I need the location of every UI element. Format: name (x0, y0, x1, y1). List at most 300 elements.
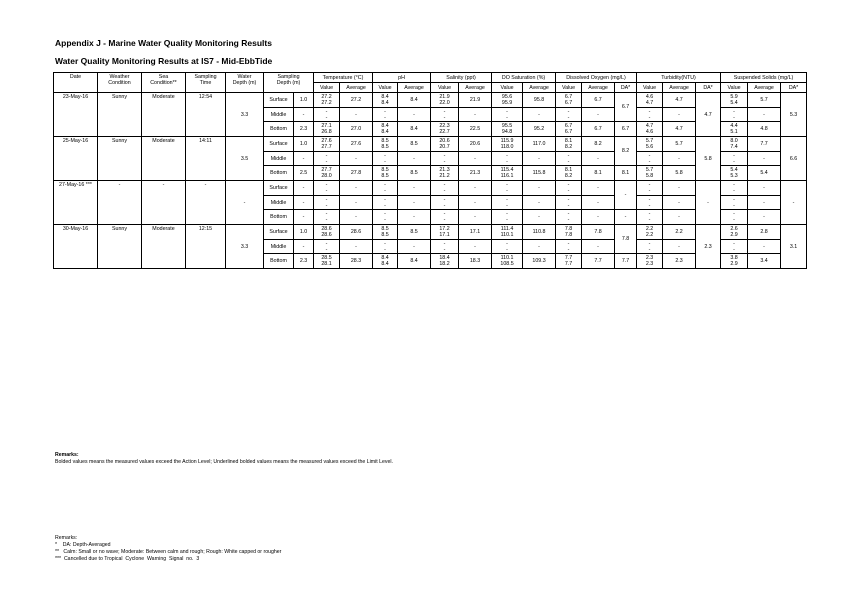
header-suspended-solids: Suspended Solids (mg/L) (721, 73, 807, 83)
dissolved-oxygen-average: - (582, 196, 615, 210)
dissolved-oxygen-value-reading: 8.1 (564, 138, 573, 144)
sampling-depth-cell: 1.0 (294, 93, 314, 108)
do-saturation-average: - (523, 181, 556, 196)
do-saturation-value (492, 93, 523, 108)
do-saturation-average: - (523, 240, 556, 254)
dissolved-oxygen-da: 7.8 (615, 225, 637, 254)
subheader-average: Average (523, 83, 556, 93)
dissolved-oxygen-value (556, 166, 582, 181)
temperature-value-reading: - (325, 158, 328, 165)
temperature-value-reading: 27.7 (321, 167, 332, 173)
ph-value-reading: 8.5 (381, 138, 389, 144)
dissolved-oxygen-average: - (582, 181, 615, 196)
temperature-average: 28.3 (340, 254, 373, 269)
ph-value-reading: - (384, 211, 386, 217)
salinity-value (431, 108, 459, 122)
turbidity-da: - (696, 181, 721, 225)
turbidity-average: - (663, 181, 696, 196)
turbidity-da: 4.7 (696, 93, 721, 137)
do-saturation-value (492, 137, 523, 152)
do-saturation-value-reading: - (506, 196, 508, 203)
ph-value-reading: 8.4 (381, 123, 389, 129)
temperature-value (314, 122, 340, 137)
temperature-value-reading: 27.6 (321, 138, 332, 144)
do-saturation-value (492, 254, 523, 269)
header-ph: pH (373, 73, 431, 83)
sampling-time-cell: 12:15 (186, 225, 226, 269)
turbidity-value (637, 93, 663, 108)
temperature-value-reading: 28.1 (321, 261, 332, 267)
suspended-solids-value-reading: - (733, 182, 735, 188)
salinity-value-reading: - (443, 196, 446, 203)
temperature-value (314, 137, 340, 152)
do-saturation-value-reading: 108.5 (500, 261, 514, 267)
footnote-da: * DA: Depth-Averaged (55, 542, 111, 548)
suspended-solids-value (721, 93, 748, 108)
dissolved-oxygen-value (556, 93, 582, 108)
salinity-average: - (459, 181, 492, 196)
temperature-value-reading: - (325, 202, 328, 209)
do-saturation-value (492, 108, 523, 122)
remarks-heading: Remarks: (55, 535, 78, 541)
temperature-value-reading: 28.6 (321, 226, 332, 232)
header-salinity: Salinity (ppt) (431, 73, 492, 83)
remarks-heading: Remarks: (55, 452, 79, 458)
do-saturation-value-reading: - (506, 114, 508, 121)
suspended-solids-value-reading: - (733, 240, 735, 247)
ph-value-reading: 8.4 (381, 255, 389, 261)
temperature-average: 28.6 (340, 225, 373, 240)
subheader-value: Value (373, 83, 398, 93)
weather-cell: Sunny (98, 137, 142, 181)
ph-average: - (398, 108, 431, 122)
dissolved-oxygen-average: 6.7 (582, 93, 615, 108)
salinity-average: 21.9 (459, 93, 492, 108)
do-saturation-average: - (523, 152, 556, 166)
date-cell: 27-May-16 *** (54, 181, 98, 225)
dissolved-oxygen-value-reading: - (567, 158, 570, 165)
water-depth-cell: 3.5 (226, 137, 264, 181)
turbidity-value-reading: - (648, 158, 651, 165)
ph-value (373, 137, 398, 152)
header-date: Date (54, 73, 98, 93)
turbidity-value-reading: 2.3 (645, 255, 654, 261)
suspended-solids-value (721, 225, 748, 240)
temperature-value-reading: - (325, 246, 328, 253)
salinity-value-reading: - (443, 202, 446, 209)
ph-average: 8.5 (398, 225, 431, 240)
turbidity-value (637, 225, 663, 240)
dissolved-oxygen-da: 8.2 (615, 137, 637, 166)
temperature-value-reading: - (325, 217, 328, 223)
date-cell: 23-May-16 (54, 93, 98, 137)
temperature-value-reading: 27.1 (321, 123, 332, 129)
do-saturation-value (492, 196, 523, 210)
turbidity-average: - (663, 196, 696, 210)
do-saturation-value (492, 181, 523, 196)
dissolved-oxygen-value (556, 196, 582, 210)
dissolved-oxygen-value (556, 225, 582, 240)
salinity-value (431, 166, 459, 181)
table-row (54, 93, 807, 108)
ph-value-reading: 8.4 (381, 94, 389, 100)
salinity-value-reading: 21.9 (439, 94, 450, 100)
suspended-solids-value-reading: 3.8 (730, 255, 738, 261)
do-saturation-value-reading: 110.1 (500, 255, 514, 261)
do-saturation-value-reading: - (506, 182, 508, 188)
do-saturation-value-reading: 115.4 (500, 167, 514, 173)
header-temperature: Temperature (°C) (314, 73, 373, 83)
dissolved-oxygen-value-reading: 8.2 (564, 173, 573, 179)
suspended-solids-average: - (748, 108, 781, 122)
turbidity-average: 2.3 (663, 254, 696, 269)
ph-value-reading: 8.4 (381, 261, 389, 267)
dissolved-oxygen-value-reading: - (567, 182, 570, 188)
ph-value-reading: - (384, 202, 386, 209)
salinity-value (431, 225, 459, 240)
sampling-level-cell: Surface (264, 93, 294, 108)
subheader-value: Value (492, 83, 523, 93)
salinity-value-reading: 22.3 (439, 123, 450, 129)
turbidity-value-reading: 5.6 (645, 144, 654, 150)
do-saturation-value-reading: - (506, 240, 508, 247)
dissolved-oxygen-value-reading: 8.1 (564, 167, 573, 173)
suspended-solids-average: - (748, 181, 781, 196)
ph-average: - (398, 240, 431, 254)
ph-average: - (398, 181, 431, 196)
turbidity-value (637, 122, 663, 137)
suspended-solids-average: 5.7 (748, 93, 781, 108)
suspended-solids-value-reading: - (733, 188, 735, 194)
salinity-value (431, 181, 459, 196)
turbidity-average: 5.7 (663, 137, 696, 152)
do-saturation-value-reading: 95.6 (501, 94, 513, 100)
do-saturation-average: - (523, 196, 556, 210)
sea-condition-cell: Moderate (142, 225, 186, 269)
dissolved-oxygen-value-reading: - (567, 114, 570, 121)
subheader-value: Value (721, 83, 748, 93)
ph-value-reading: 8.5 (381, 226, 389, 232)
ph-average: 8.4 (398, 254, 431, 269)
dissolved-oxygen-average: 8.1 (582, 166, 615, 181)
sampling-level-cell: Bottom (264, 254, 294, 269)
do-saturation-average: 110.8 (523, 225, 556, 240)
do-saturation-value (492, 152, 523, 166)
sampling-level-cell: Bottom (264, 166, 294, 181)
suspended-solids-value (721, 196, 748, 210)
dissolved-oxygen-value-reading: 6.7 (564, 100, 573, 106)
turbidity-average: 4.7 (663, 122, 696, 137)
temperature-average: - (340, 196, 373, 210)
appendix-title: Appendix J - Marine Water Quality Monitoring Results (55, 38, 272, 48)
do-saturation-value-reading: 111.4 (500, 226, 514, 232)
do-saturation-value (492, 210, 523, 225)
dissolved-oxygen-value (556, 210, 582, 225)
subheader-average: Average (459, 83, 492, 93)
turbidity-value-reading: 4.6 (645, 94, 654, 100)
header-turbidity: Turbidity(NTU) (637, 73, 721, 83)
dissolved-oxygen-value-reading: - (567, 152, 570, 159)
header-sea: Sea Condition** (142, 73, 186, 93)
ph-value (373, 225, 398, 240)
do-saturation-value (492, 166, 523, 181)
dissolved-oxygen-value-reading: - (567, 246, 570, 253)
ph-value-reading: - (384, 108, 386, 115)
turbidity-value-reading: 5.8 (645, 173, 654, 179)
turbidity-value (637, 166, 663, 181)
dissolved-oxygen-average: 7.7 (582, 254, 615, 269)
turbidity-average: - (663, 152, 696, 166)
do-saturation-average: 117.0 (523, 137, 556, 152)
sampling-depth-cell: - (294, 181, 314, 196)
do-saturation-value-reading: - (506, 188, 508, 194)
temperature-average: - (340, 181, 373, 196)
ph-value-reading: 8.5 (381, 232, 389, 238)
dissolved-oxygen-value-reading: 6.7 (564, 123, 573, 129)
suspended-solids-value-reading: 2.9 (730, 232, 738, 238)
temperature-value-reading: - (325, 182, 328, 188)
dissolved-oxygen-value (556, 137, 582, 152)
subheader-average: Average (340, 83, 373, 93)
sampling-depth-cell: 1.0 (294, 225, 314, 240)
turbidity-value-reading: - (648, 217, 651, 223)
turbidity-value (637, 137, 663, 152)
temperature-average: 27.2 (340, 93, 373, 108)
suspended-solids-value (721, 166, 748, 181)
temperature-value (314, 166, 340, 181)
ph-value-reading: 8.5 (381, 167, 389, 173)
turbidity-average: - (663, 108, 696, 122)
turbidity-average: - (663, 210, 696, 225)
suspended-solids-average: - (748, 152, 781, 166)
salinity-value (431, 93, 459, 108)
turbidity-value (637, 152, 663, 166)
ph-average: 8.4 (398, 93, 431, 108)
turbidity-value-reading: 2.2 (645, 226, 654, 232)
dissolved-oxygen-value (556, 122, 582, 137)
turbidity-value-reading: - (648, 152, 651, 159)
date-cell: 25-May-16 (54, 137, 98, 181)
date-cell: 30-May-16 (54, 225, 98, 269)
do-saturation-value-reading: 94.8 (501, 129, 513, 135)
salinity-average: - (459, 240, 492, 254)
suspended-solids-value-reading: - (733, 211, 735, 217)
temperature-value-reading: - (325, 188, 328, 194)
do-saturation-value-reading: 115.9 (500, 138, 514, 144)
ph-value (373, 254, 398, 269)
salinity-value-reading: - (443, 182, 446, 188)
temperature-average: - (340, 210, 373, 225)
turbidity-da: 5.8 (696, 137, 721, 181)
temperature-value-reading: 28.5 (321, 255, 332, 261)
suspended-solids-value-reading: 5.1 (730, 129, 738, 135)
sampling-depth-cell: - (294, 108, 314, 122)
table-row (54, 181, 807, 196)
ph-average: - (398, 210, 431, 225)
do-saturation-average: 95.8 (523, 93, 556, 108)
suspended-solids-value-reading: - (733, 246, 735, 253)
dissolved-oxygen-value-reading: 6.7 (564, 129, 573, 135)
temperature-value (314, 196, 340, 210)
turbidity-value (637, 181, 663, 196)
salinity-value-reading: 17.1 (439, 232, 450, 238)
dissolved-oxygen-value-reading: - (567, 240, 570, 247)
salinity-value (431, 196, 459, 210)
turbidity-value-reading: - (648, 246, 651, 253)
dissolved-oxygen-value-reading: 7.8 (564, 226, 573, 232)
dissolved-oxygen-value (556, 254, 582, 269)
dissolved-oxygen-value-reading: 7.7 (564, 261, 573, 267)
table-row (54, 225, 807, 240)
do-saturation-value-reading: 110.1 (500, 232, 514, 238)
temperature-value-reading: - (325, 114, 328, 121)
turbidity-average: 4.7 (663, 93, 696, 108)
dissolved-oxygen-da: - (615, 210, 637, 225)
turbidity-value-reading: - (648, 188, 651, 194)
subheader-da: DA* (696, 83, 721, 93)
sampling-level-cell: Bottom (264, 210, 294, 225)
suspended-solids-value (721, 122, 748, 137)
suspended-solids-value (721, 181, 748, 196)
do-saturation-value-reading: 95.9 (501, 100, 513, 106)
subheader-average: Average (582, 83, 615, 93)
subheader-value: Value (637, 83, 663, 93)
subheader-value: Value (314, 83, 340, 93)
salinity-average: 22.5 (459, 122, 492, 137)
ph-value-reading: - (384, 240, 386, 247)
suspended-solids-value-reading: 5.3 (730, 173, 738, 179)
salinity-average: - (459, 196, 492, 210)
suspended-solids-average: - (748, 210, 781, 225)
suspended-solids-value-reading: 7.4 (730, 144, 738, 150)
sea-condition-cell: Moderate (142, 93, 186, 137)
dissolved-oxygen-value (556, 152, 582, 166)
temperature-value-reading: 27.7 (321, 144, 332, 150)
suspended-solids-value-reading: - (733, 108, 735, 115)
ph-value (373, 210, 398, 225)
remarks-text: Bolded values means the measured values exceed the Action Level; Underlined bolded values means the measured values exceed the Limit Level. (55, 459, 393, 465)
dissolved-oxygen-value-reading: - (567, 108, 570, 115)
suspended-solids-value (721, 254, 748, 269)
footnote-cancelled: *** Cancelled due to Tropical Cyclone Warning Signal no. 3 (55, 556, 200, 562)
turbidity-value (637, 210, 663, 225)
salinity-average: 17.1 (459, 225, 492, 240)
dissolved-oxygen-average: 8.2 (582, 137, 615, 152)
temperature-value (314, 240, 340, 254)
ph-value-reading: - (384, 158, 386, 165)
turbidity-value-reading: - (648, 202, 651, 209)
suspended-solids-value-reading: 4.4 (730, 123, 738, 129)
turbidity-da: 2.3 (696, 225, 721, 269)
ph-value (373, 181, 398, 196)
header-water-depth: Water Depth (m) (226, 73, 264, 93)
ph-value (373, 196, 398, 210)
subheader-value: Value (556, 83, 582, 93)
ph-average: 8.4 (398, 122, 431, 137)
salinity-value (431, 137, 459, 152)
turbidity-value (637, 196, 663, 210)
suspended-solids-value (721, 137, 748, 152)
temperature-value-reading: 28.6 (321, 232, 332, 238)
salinity-value (431, 240, 459, 254)
salinity-value (431, 122, 459, 137)
ph-average: - (398, 152, 431, 166)
header-weather: Weather Condition (98, 73, 142, 93)
dissolved-oxygen-value-reading: 7.8 (564, 232, 573, 238)
salinity-value-reading: 22.0 (439, 100, 450, 106)
table-body (54, 93, 807, 269)
temperature-value (314, 254, 340, 269)
subheader-value: Value (431, 83, 459, 93)
ph-value-reading: - (384, 217, 386, 223)
salinity-value-reading: - (443, 158, 446, 165)
weather-cell: - (98, 181, 142, 225)
subheader-average: Average (398, 83, 431, 93)
remarks-action-level (55, 452, 393, 466)
suspended-solids-value (721, 108, 748, 122)
dissolved-oxygen-value-reading: - (567, 196, 570, 203)
salinity-value-reading: 21.3 (439, 167, 450, 173)
turbidity-value-reading: - (648, 196, 651, 203)
suspended-solids-da: 5.3 (781, 93, 807, 137)
do-saturation-average: 95.2 (523, 122, 556, 137)
ph-value-reading: 8.5 (381, 173, 389, 179)
water-quality-table (53, 72, 807, 269)
turbidity-value-reading: 5.7 (645, 167, 654, 173)
sea-condition-cell: Moderate (142, 137, 186, 181)
header-sampling-depth: Sampling Depth (m) (264, 73, 314, 93)
dissolved-oxygen-average: - (582, 210, 615, 225)
do-saturation-value (492, 122, 523, 137)
salinity-value (431, 210, 459, 225)
salinity-value-reading: - (443, 246, 446, 253)
ph-value-reading: 8.4 (381, 100, 389, 106)
turbidity-value-reading: 2.3 (645, 261, 654, 267)
subheader-average: Average (748, 83, 781, 93)
suspended-solids-da: 6.6 (781, 137, 807, 181)
sampling-level-cell: Middle (264, 240, 294, 254)
suspended-solids-average: - (748, 196, 781, 210)
turbidity-value (637, 240, 663, 254)
turbidity-value-reading: 4.7 (645, 123, 654, 129)
dissolved-oxygen-value-reading: - (567, 202, 570, 209)
suspended-solids-average: - (748, 240, 781, 254)
turbidity-value (637, 254, 663, 269)
header-do-saturation: DO Saturation (%) (492, 73, 556, 83)
suspended-solids-value-reading: - (733, 114, 735, 121)
sampling-depth-cell: - (294, 210, 314, 225)
temperature-value-reading: 26.8 (321, 129, 332, 135)
turbidity-value-reading: - (648, 114, 651, 121)
do-saturation-value-reading: - (506, 217, 508, 223)
dissolved-oxygen-value-reading: - (567, 188, 570, 194)
do-saturation-value (492, 225, 523, 240)
do-saturation-value-reading: - (506, 246, 508, 253)
salinity-average: 21.3 (459, 166, 492, 181)
dissolved-oxygen-da: 8.1 (615, 166, 637, 181)
salinity-value-reading: - (443, 188, 446, 194)
ph-value-reading: - (384, 114, 386, 121)
dissolved-oxygen-da: 7.7 (615, 254, 637, 269)
turbidity-value-reading: 5.7 (645, 138, 654, 144)
suspended-solids-value-reading: 5.4 (730, 100, 738, 106)
suspended-solids-value-reading: 5.4 (730, 167, 738, 173)
temperature-value-reading: 28.0 (321, 173, 332, 179)
water-depth-cell: 3.3 (226, 93, 264, 137)
ph-value (373, 240, 398, 254)
ph-average: 8.5 (398, 166, 431, 181)
suspended-solids-value-reading: - (733, 196, 735, 203)
